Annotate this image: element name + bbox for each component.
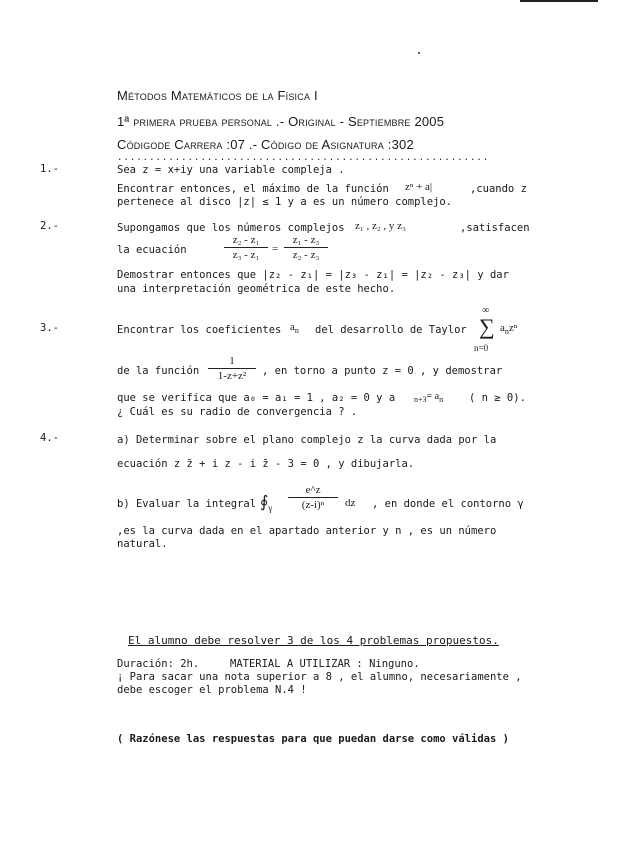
problem-1-line-2: Encontrar entonces, el máximo de la función: [117, 183, 389, 195]
fraction-bar: [208, 368, 256, 369]
note-line-2: debe escoger el problema N.4 !: [117, 684, 307, 696]
problem-2-line-2: la ecuación: [117, 244, 187, 256]
sum-lower-limit: n=0: [474, 343, 489, 353]
note-line-1: ¡ Para sacar una nota superior a 8 , el alumno, necesariamente ,: [117, 671, 522, 683]
scan-speck: [418, 52, 420, 54]
problem-2-tail: ,satisfacen: [460, 222, 530, 234]
problem-3-line-2: de la función: [117, 365, 200, 377]
problem-2-line-1: Supongamos que los números complejos: [117, 222, 345, 234]
duration: Duración: 2h.: [117, 658, 200, 670]
problem-2-line-4: una interpretación geométrica de este hecho.: [117, 283, 396, 295]
problem-2-variables: z₁ , z₂ , y z₃: [355, 220, 406, 232]
course-title: Métodos Matemáticos de la Física I: [117, 88, 318, 103]
problem-3-line-1b: del desarrollo de Taylor: [315, 324, 467, 336]
materials: MATERIAL A UTILIZAR : Ninguno.: [230, 658, 420, 670]
problem-1-line-1: Sea z = x+iy una variable compleja .: [117, 164, 345, 176]
problem-3-line-3b: ( n ≥ 0).: [469, 392, 526, 404]
problem-2-line-3: Demostrar entonces que |z₂ - z₁| = |z₃ - z₁| = |z₂ - z₃| y dar: [117, 269, 509, 281]
reasoning-note: ( Razónese las respuestas para que puedan darse como válidas ): [117, 733, 509, 745]
problem-1-function-expression: zⁿ + a|: [405, 181, 433, 193]
top-edge-line: [520, 0, 598, 2]
problem-1-number: 1.-: [40, 163, 59, 175]
integral-differential: dz: [345, 497, 356, 509]
sum-term: $a_nz^n$: [500, 322, 518, 337]
problem-3-function-fraction: 1 1-z+z²: [208, 355, 256, 382]
fraction-bar: [288, 497, 338, 498]
fraction-bar: [284, 247, 328, 248]
problem-3-coefficient: $a_n$: [290, 321, 299, 336]
problem-3-line-4: ¿ Cuál es su radio de convergencia ? .: [117, 406, 358, 418]
sum-symbol: ∑: [479, 314, 495, 339]
integrand-fraction: e^z (z-i)ⁿ: [288, 484, 338, 511]
sum-upper-limit: ∞: [482, 305, 490, 316]
exam-subtitle: 1ª primera prueba personal .- Original - Septiembre 2005: [117, 114, 445, 129]
problem-3-line-2b: , en torno a punto z = 0 , y demostrar: [262, 365, 503, 377]
problem-3-line-3: que se verifica que a₀ = a₁ = 1 , a₂ = 0 y a: [117, 392, 396, 404]
problem-2-fraction-left: z₂ - z₁ z₃ - z₁: [224, 234, 268, 261]
dotted-separator: ..........................................................: [117, 153, 490, 163]
fraction-bar: [224, 247, 268, 248]
instruction-line: El alumno debe resolver 3 de los 4 problemas propuestos.: [128, 634, 499, 647]
problem-4-number: 4.-: [40, 432, 59, 444]
problem-4-line-3: b) Evaluar la integral: [117, 498, 257, 510]
problem-1-tail: ,cuando z: [470, 183, 527, 195]
problem-4-line-1: a) Determinar sobre el plano complejo z la curva dada por la: [117, 434, 497, 446]
problem-1-line-3: pertenece al disco |z| ≤ 1 y a es un número complejo.: [117, 196, 453, 208]
problem-4-line-2: ecuación z z̄ + i z - i z̄ - 3 = 0 , y dibujarla.: [117, 458, 415, 470]
problem-2-number: 2.-: [40, 220, 59, 232]
problem-3-recurrence: $_{n+3}= a_n$: [414, 391, 444, 404]
problem-4-line-3b: , en donde el contorno γ: [372, 498, 524, 510]
problem-2-equals: =: [272, 243, 279, 255]
problem-4-line-5: natural.: [117, 538, 168, 550]
problem-3-number: 3.-: [40, 322, 59, 334]
contour-integral-symbol: $∮_\gamma$: [260, 494, 273, 514]
problem-2-fraction-right: z₁ - z₃ z₂ - z₃: [284, 234, 328, 261]
problem-3-line-1: Encontrar los coeficientes: [117, 324, 282, 336]
problem-4-line-4: ,es la curva dada en el apartado anterior y n , es un número: [117, 525, 497, 537]
course-codes: Códigode Carrera :07 .- Código de Asignatura :302: [117, 137, 414, 152]
